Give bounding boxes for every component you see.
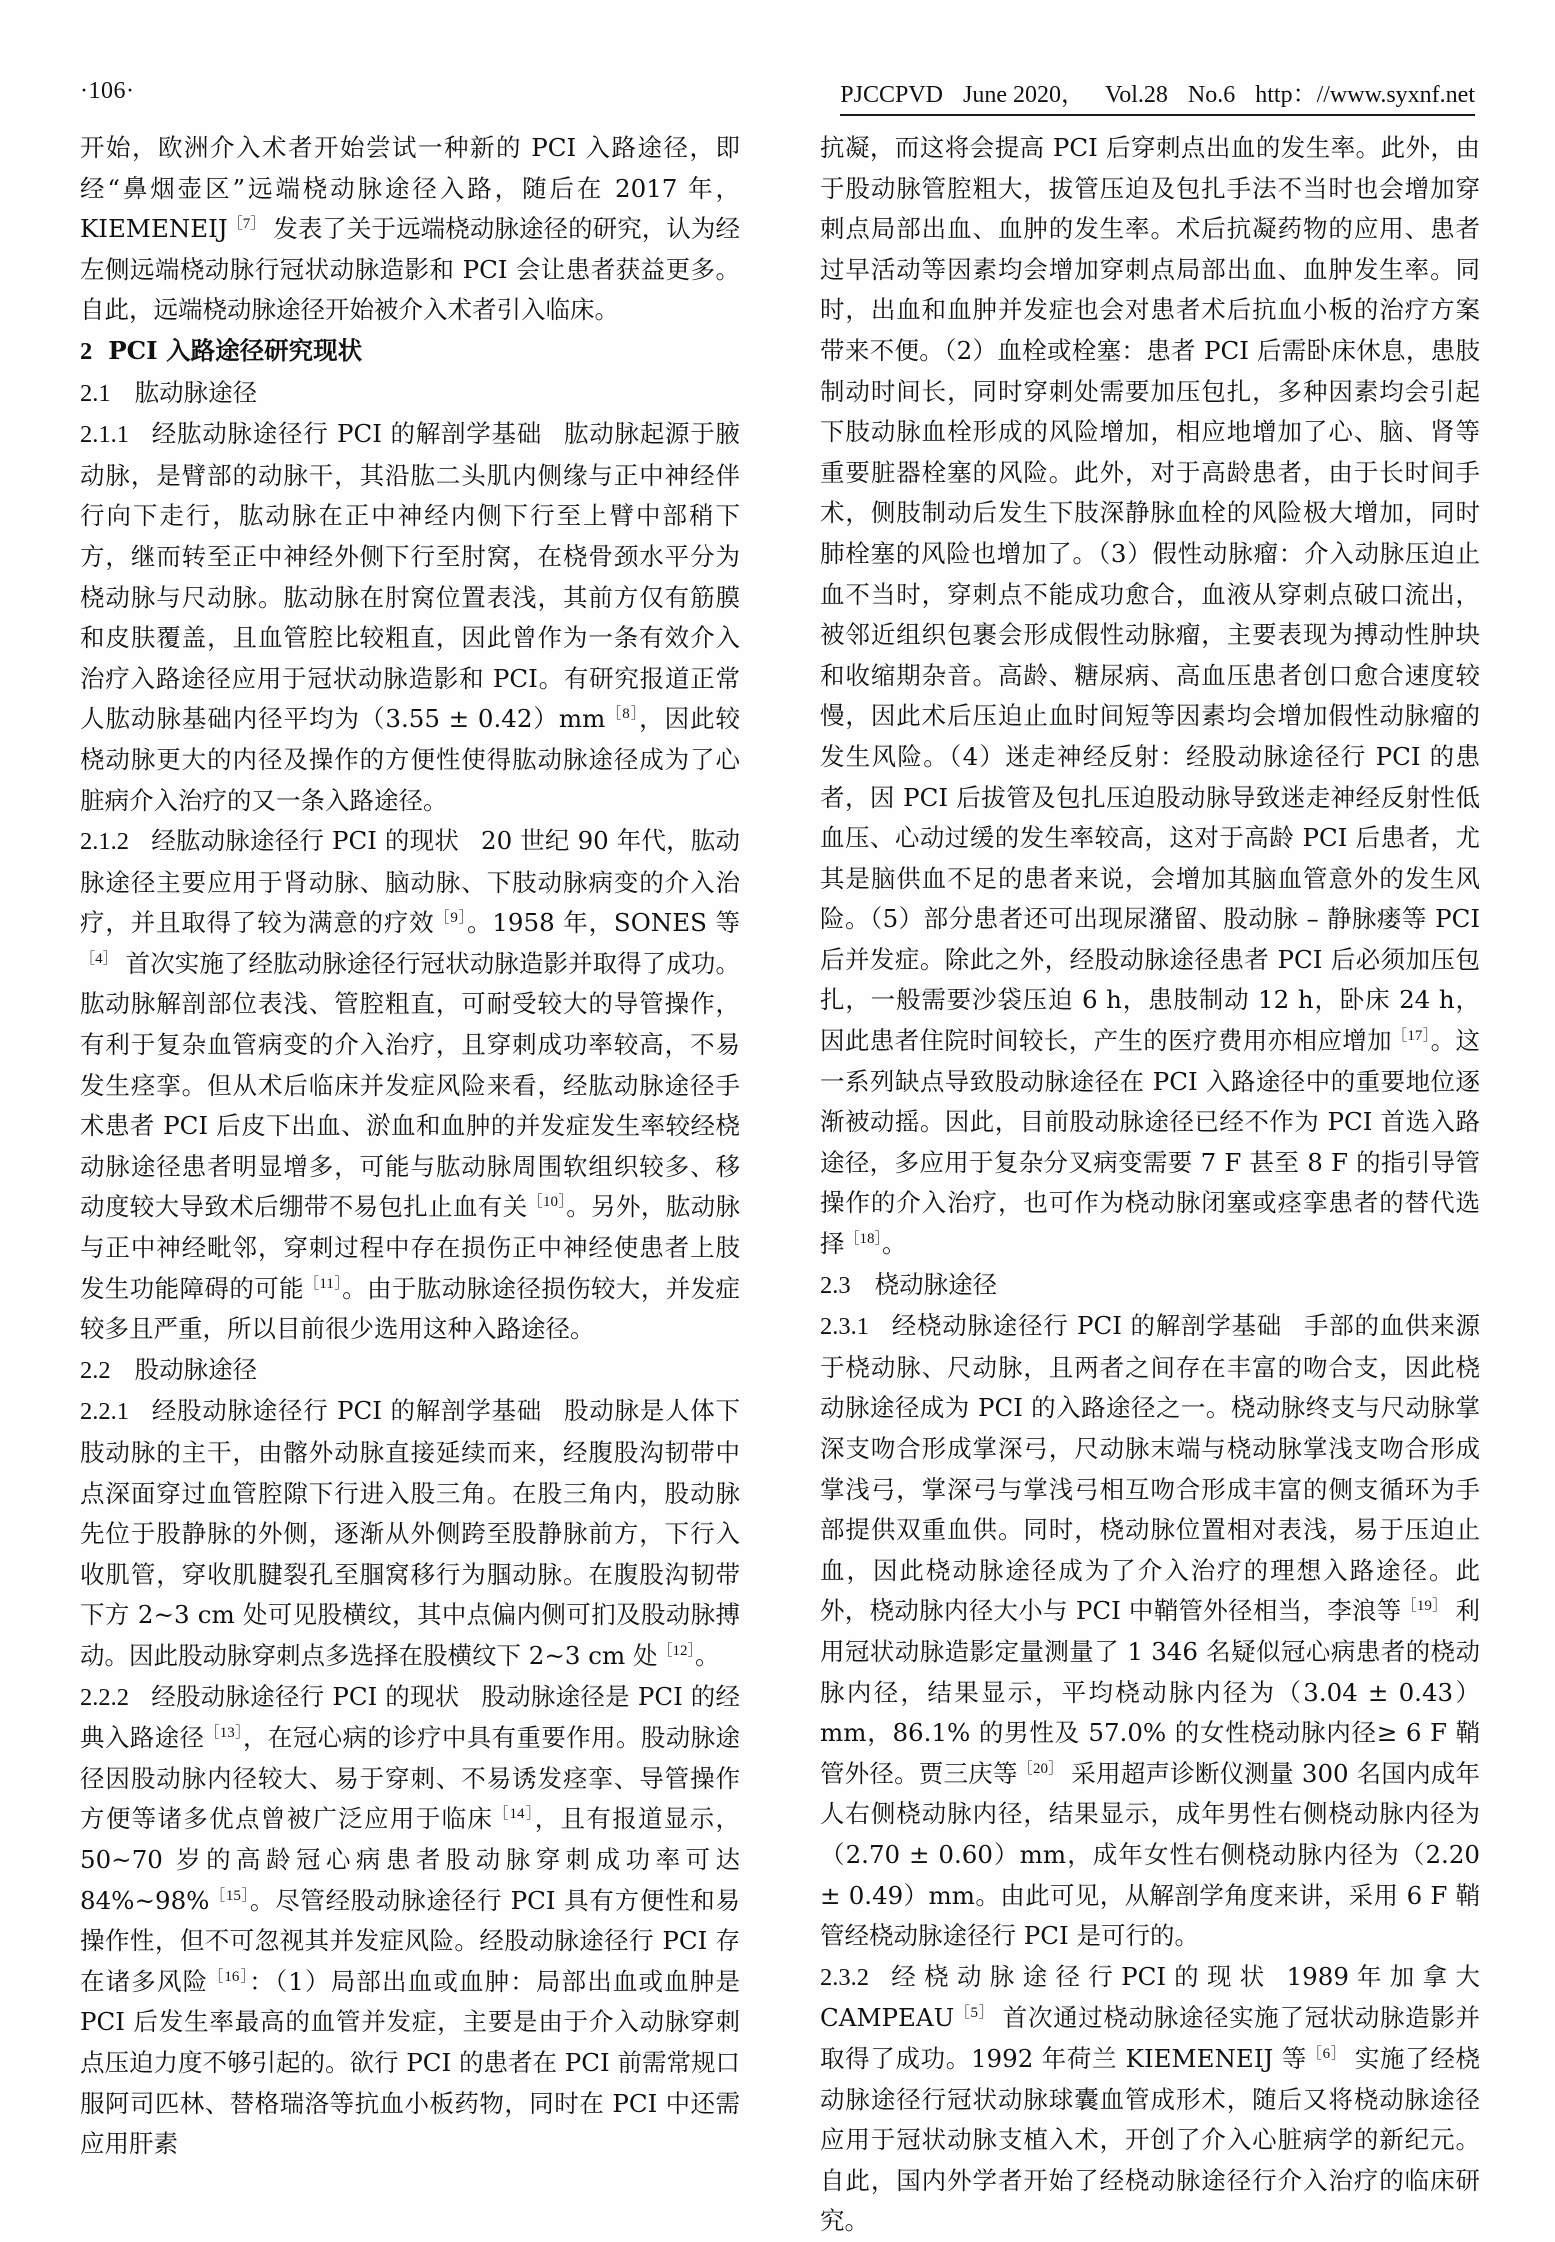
- paragraph-intro-continued: 开始，欧洲介入术者开始尝试一种新的 PCI 入路途径，即经“鼻烟壶区”远端桡动脉途径入路，随后在 2017 年，KIEMENEIJ$^{[7]}$ 发表了关于远端桡动脉途径的研究，认为经左侧远端桡动脉行冠状动脉造影和 PCI 会让患者获益更多。自此，远端桡动脉途径开始被介入术者引入临床。: [80, 133, 740, 325]
- heading-number: 2.3.1: [820, 1313, 869, 1341]
- paragraph-femoral-continued: 抗凝，而这将会提高 PCI 后穿刺点出血的发生率。此外，由于股动脉管腔粗大，拔管压迫及包扎手法不当时也会增加穿刺点局部出血、血肿的发生率。术后抗凝药物的应用、患者过早活动等因素均会增加穿刺点局部出血、血肿发生率。同时，出血和血肿并发症也会对患者术后抗血小板的治疗方案带来不便。（2）血栓或栓塞：患者 PCI 后需卧床休息，患肢制动时间长，同时穿刺处需要加压包扎，多种因素均会引起下肢动脉血栓形成的风险增加，相应地增加了心、脑、肾等重要脏器栓塞的风险。此外，对于高龄患者，由于长时间手术，侧肢制动后发生下肢深静脉血栓的风险极大增加，同时肺栓塞的风险也增加了。（3）假性动脉瘤：介入动脉压迫止血不当时，穿刺点不能成功愈合，血液从穿刺点破口流出，被邻近组织包裹会形成假性动脉瘤，主要表现为搏动性肿块和收缩期杂音。高龄、糖尿病、高血压患者创口愈合速度较慢，因此术后压迫止血时间短等因素均会增加假性动脉瘤的发生风险。（4）迷走神经反射：经股动脉途径行 PCI 的患者，因 PCI 后拔管及包扎压迫股动脉导致迷走神经反射性低血压、心动过缓的发生率较高，这对于高龄 PCI 后患者，尤其是脑供血不足的患者来说，会增加其脑血管意外的发生风险。（5）部分患者还可出现尿潴留、股动脉 – 静脉瘘等 PCI 后并发症。除此之外，经股动脉途径患者 PCI 后必须加压包扎，一般需要沙袋压迫 6 h，患肢制动 12 h，卧床 24 h，因此患者住院时间较长，产生的医疗费用亦相应增加$^{[17]}$。这一系列缺点导致股动脉途径在 PCI 入路途径中的重要地位逐渐被动摇。因此，目前股动脉途径已经不作为 PCI 首选入路途径，多应用于复杂分叉病变需要 7 F 甚至 8 F 的指引导管操作的介入治疗，也可作为桡动脉闭塞或痉挛患者的替代选择$^{[18]}$。: [820, 133, 1481, 1259]
- heading-number: 2.1.2: [80, 828, 129, 856]
- volume-label: Vol.28: [1104, 82, 1168, 108]
- heading-title: 股动脉途径: [134, 1354, 258, 1384]
- heading-title: 肱动脉途径: [134, 377, 258, 407]
- heading-body-text: 股动脉途径是 PCI 的经典入路途径$^{[13]}$，在冠心病的诊疗中具有重要作用。股动脉途径因股动脉内径较大、易于穿刺、不易诱发痉挛、导管操作方便等诸多优点曾被广泛应用于临床$^{[14]}$，且有报道显示，50~70 岁的高龄冠心病患者股动脉穿刺成功率可达 84%~98%$^{[15]}$。尽管经股动脉途径行 PCI 具有方便性和易操作性，但不可忽视其并发症风险。经股动脉途径行 PCI 存在诸多风险$^{[16]}$：（1）局部出血或血肿：局部出血或血肿是 PCI 后发生率最高的血管并发症，主要是由于介入动脉穿刺点压迫力度不够引起的。欲行 PCI 的患者在 PCI 前需常规口服阿司匹林、替格瑞洛等抗血小板药物，同时在 PCI 中还需应用肝素: [80, 1681, 741, 2159]
- heading-number: 2.2: [80, 1356, 111, 1384]
- heading-title: PCI 入路途径研究现状: [108, 335, 363, 365]
- heading-section-2-3-2: [820, 1957, 1480, 2242]
- heading-section-2: [80, 331, 740, 373]
- heading-section-2-2-2: [80, 1677, 740, 2165]
- heading-number: 2.2.1: [80, 1398, 129, 1426]
- heading-section-2-1-1: [80, 414, 740, 821]
- heading-title: 经股动脉途径行 PCI 的现状: [151, 1681, 460, 1711]
- left-column: [80, 128, 740, 2165]
- heading-title: 经股动脉途径行 PCI 的解剖学基础: [151, 1396, 542, 1426]
- heading-number: 2.3.2: [820, 1963, 869, 1991]
- issue-date: June 2020，: [962, 82, 1085, 108]
- heading-section-2-2-1: [80, 1391, 740, 1676]
- heading-title: 经桡动脉途径行 PCI 的解剖学基础: [891, 1311, 1282, 1341]
- heading-section-2-1: [80, 373, 740, 415]
- heading-number: 2.1: [80, 379, 111, 407]
- heading-number: 2.2.2: [80, 1683, 129, 1711]
- heading-body-text: 股动脉是人体下肢动脉的主干，由髂外动脉直接延续而来，经腹股沟韧带中点深面穿过血管腔隙下行进入股三角。在股三角内，股动脉先位于股静脉的外侧，逐渐从外侧跨至股静脉前方，下行入收肌管，穿收肌腱裂孔至腘窝移行为腘动脉。在腹股沟韧带下方 2~3 cm 处可见股横纹，其中点偏内侧可扪及股动脉搏动。因此股动脉穿刺点多选择在股横纹下 2~3 cm 处$^{[12]}$。: [80, 1396, 741, 1670]
- heading-title: 桡动脉途径: [874, 1269, 998, 1299]
- heading-body-text: 20 世纪 90 年代，肱动脉途径主要应用于肾动脉、脑动脉、下肢动脉病变的介入治疗，并且取得了较为满意的疗效$^{[9]}$。1958 年，SONES 等$^{[4]}$ 首次实施了经肱动脉途径行冠状动脉造影并取得了成功。肱动脉解剖部位表浅、管腔粗直，可耐受较大的导管操作，有利于复杂血管病变的介入治疗，且穿刺成功率较高，不易发生痉挛。但从术后临床并发症风险来看，经肱动脉途径手术患者 PCI 后皮下出血、淤血和血肿的并发症发生率较经桡动脉途径患者明显增多，可能与肱动脉周围软组织较多、移动度较大导致术后绷带不易包扎止血有关$^{[10]}$。另外，肱动脉与正中神经毗邻，穿刺过程中存在损伤正中神经使患者上肢发生功能障碍的可能$^{[11]}$。由于肱动脉途径损伤较大，并发症较多且严重，所以目前很少选用这种入路途径。: [80, 826, 741, 1344]
- heading-section-2-3-1: [820, 1306, 1480, 1957]
- issue-label: No.6: [1187, 82, 1236, 108]
- heading-body-text: 手部的血供来源于桡动脉、尺动脉，且两者之间存在丰富的吻合支，因此桡动脉途径成为 PCI 的入路途径之一。桡动脉终支与尺动脉掌深支吻合形成掌深弓，尺动脉末端与桡动脉掌浅支吻合形成掌浅弓，掌深弓与掌浅弓相互吻合形成丰富的侧支循环为手部提供双重血供。同时，桡动脉位置相对表浅，易于压迫止血，因此桡动脉途径成为了介入治疗的理想入路途径。此外，桡动脉内径大小与 PCI 中鞘管外径相当，李浪等$^{[19]}$ 利用冠状动脉造影定量测量了 1 346 名疑似冠心病患者的桡动脉内径，结果显示，平均桡动脉内径为（3.04 ± 0.43）mm，86.1% 的男性及 57.0% 的女性桡动脉内径≥ 6 F 鞘管外径。贾三庆等$^{[20]}$ 采用超声诊断仪测量 300 名国内成年人右侧桡动脉内径，结果显示，成年男性右侧桡动脉内径为（2.70 ± 0.60）mm，成年女性右侧桡动脉内径为（2.20 ± 0.49）mm。由此可见，从解剖学角度来讲，采用 6 F 鞘管经桡动脉途径行 PCI 是可行的。: [820, 1311, 1481, 1951]
- heading-section-2-1-2: [80, 821, 740, 1350]
- heading-section-2-2: [80, 1350, 740, 1392]
- heading-title: 经肱动脉途径行 PCI 的解剖学基础: [151, 419, 542, 449]
- heading-title: 经 桡 动 脉 途 径 行 PCI 的 现 状: [891, 1961, 1265, 1991]
- two-column-body: [80, 128, 1481, 2236]
- page-folio: ·106·: [80, 78, 135, 104]
- journal-abbrev: PJCCPVD: [840, 82, 943, 108]
- heading-number: 2: [80, 337, 93, 365]
- running-head-right: [840, 74, 1475, 116]
- heading-title: 经肱动脉途径行 PCI 的现状: [151, 826, 460, 856]
- heading-body-text: 肱动脉起源于腋动脉，是臂部的动脉干，其沿肱二头肌内侧缘与正中神经伴行向下走行，肱动脉在正中神经内侧下行至上臂中部稍下方，继而转至正中神经外侧下行至肘窝，在桡骨颈水平分为桡动脉与尺动脉。肱动脉在肘窝位置表浅，其前方仅有筋膜和皮肤覆盖，且血管腔比较粗直，因此曾作为一条有效介入治疗入路途径应用于冠状动脉造影和 PCI。有研究报道正常人肱动脉基础内径平均为（3.55 ± 0.42）mm$^{[8]}$，因此较桡动脉更大的内径及操作的方便性使得肱动脉途径成为了心脏病介入治疗的又一条入路途径。: [80, 419, 741, 815]
- heading-section-2-3: [820, 1265, 1480, 1307]
- running-head: [80, 70, 1475, 114]
- heading-body-text: 1989 年 加 拿 大 CAMPEAU$^{[5]}$ 首次通过桡动脉途径实施了冠状动脉造影并取得了成功。1992 年荷兰 KIEMENEIJ 等$^{[6]}$ 实施了经桡动脉途径行冠状动脉球囊血管成形术，随后又将桡动脉途径应用于冠状动脉支植入术，开创了介入心脏病学的新纪元。自此，国内外学者开始了经桡动脉途径行介入治疗的临床研究。: [820, 1961, 1480, 2236]
- heading-number: 2.1.1: [80, 421, 129, 449]
- heading-number: 2.3: [820, 1271, 851, 1299]
- journal-url: http：//www.syxnf.net: [1255, 82, 1475, 108]
- right-column: [820, 128, 1480, 2242]
